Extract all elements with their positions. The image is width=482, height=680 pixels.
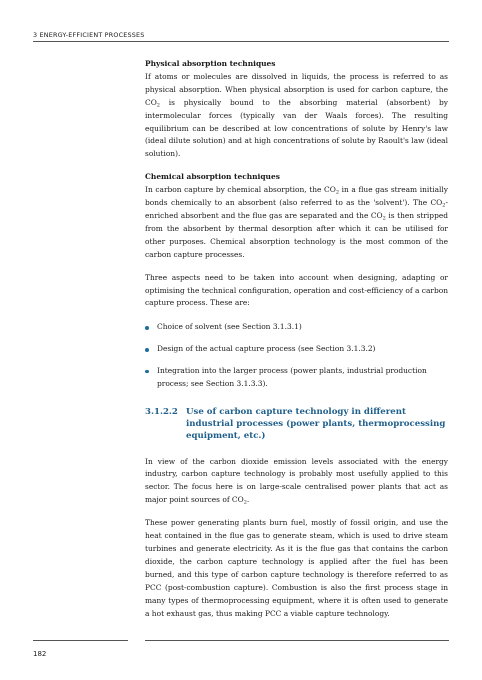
- running-header: 3 ENERGY-EFFICIENT PROCESSES: [33, 31, 145, 39]
- physical-absorption-paragraph: If atoms or molecules are dissolved in liquids, the process is referred to as physical absorption. When physical absorption is used for carbon capture, the $CO_2$ is physically bound to the absorbing material (absorbent) by intermolecular forces (typically van der Waals forces). The resulting equilibrium can be described at low concentrations of solute by Henry's law (ideal dilute solution) and at high concentrations of solute by Raoult's law (ideal solution).: [145, 71, 448, 159]
- page-number: 182: [33, 650, 47, 658]
- aspects-intro-paragraph: Three aspects need to be taken into account when designing, adapting or optimising the technical configuration, operation and cost-efficiency of a carbon capture process. These are:: [145, 272, 448, 308]
- header-rule: [33, 41, 449, 42]
- physical-absorption-heading: Physical absorption techniques: [145, 59, 276, 68]
- footer-rule-right: [145, 640, 449, 641]
- page-content: [145, 58, 448, 620]
- list-item: Integration into the larger process (power plants, industrial production process; see Section 3.1.3.3).: [145, 365, 448, 391]
- section-heading: [145, 406, 448, 443]
- body-paragraph-2: These power generating plants burn fuel, mostly of fossil origin, and use the heat contained in the flue gas to generate steam, which is used to drive steam turbines and generate electricity. As it is the flue gas that contains the carbon dioxide, the carbon capture technology is applied after the fuel has been burned, and this type of carbon capture technology is therefore referred to as PCC (post-combustion capture). Combustion is also the first process stage in many types of thermoprocessing equipment, where it is often used to generate a hot exhaust gas, thus making PCC a viable capture technology.: [145, 518, 448, 618]
- chemical-absorption-heading: Chemical absorption techniques: [145, 172, 280, 182]
- list-item: Choice of solvent (see Section 3.1.3.1): [145, 321, 448, 334]
- section-title: Use of carbon capture technology in different industrial processes (power plants, thermoprocessing equipment, etc.): [186, 406, 446, 442]
- list-item: Design of the actual capture process (see Section 3.1.3.2): [145, 343, 448, 356]
- aspects-list: [145, 321, 448, 391]
- body-paragraph-1: In view of the carbon dioxide emission levels associated with the energy industry, carbon capture technology is probably most usefully applied to this sector. The focus here is on large-scale centralised power plants that act as major point sources of $CO_2$.: [145, 456, 448, 506]
- chemical-absorption-paragraph: In carbon capture by chemical absorption, the $CO_2$ in a flue gas stream initially bonds chemically to an absorbent (also referred to as the 'solvent'). The $CO_2$-enriched absorbent and the flue gas are separated and the $CO_2$ is then stripped from the absorbent by thermal desorption after which it can be utilised for other purposes. Chemical absorption technology is the most common of the carbon capture processes.: [145, 185, 449, 259]
- section-number: 3.1.2.2: [145, 406, 178, 417]
- footer-rule-left: [33, 640, 128, 641]
